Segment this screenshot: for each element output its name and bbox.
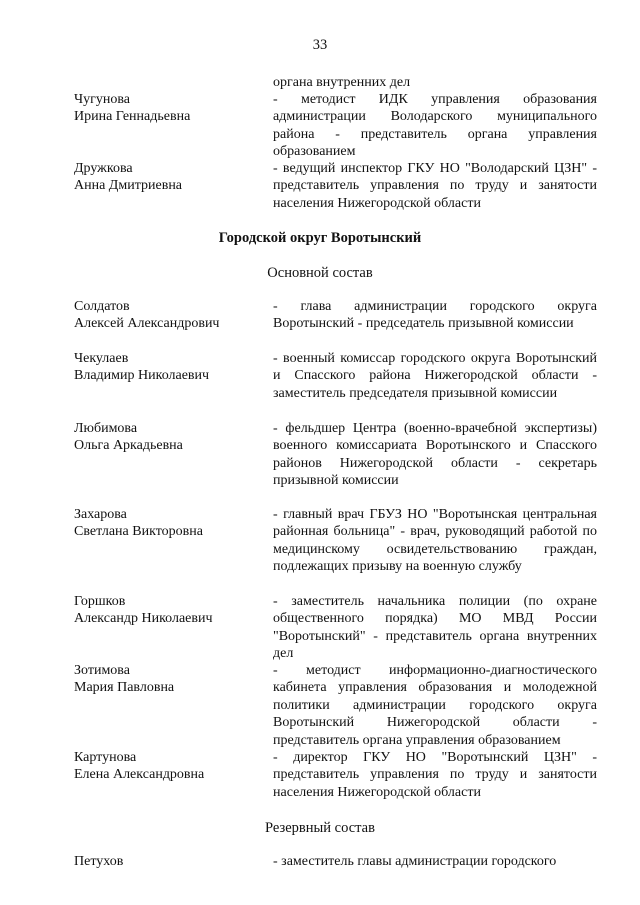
member-surname: Захарова	[74, 507, 127, 522]
member-given-name: Анна Дмитриевна	[74, 178, 183, 194]
entry-description: - главный врач ГБУЗ НО "Воротынская центральная районная больница" - врач, руководящий работой по медицинскому освидетельствованию граждан, подлежащих призыву на военную службу	[273, 507, 597, 575]
member-name	[74, 420, 264, 455]
entry-description: органа внутренних дел	[273, 75, 411, 90]
member-name	[74, 749, 264, 784]
entry-description: - директор ГКУ НО "Воротынский ЦЗН" - представитель управления по труду и занятости населения Нижегородской области	[273, 750, 597, 800]
member-name	[74, 298, 264, 333]
entry-description: - методист ИДК управления образования администрации Володарского муниципального района - представитель органа управления образованием	[273, 92, 597, 160]
member-surname: Любимова	[74, 421, 138, 436]
member-given-name: Светлана Викторовна	[74, 524, 203, 540]
member-name	[74, 853, 264, 870]
member-surname: Картунова	[74, 750, 137, 765]
member-surname: Чекулаев	[74, 351, 129, 366]
district-heading: Городской округ Воротынский	[218, 230, 422, 246]
entry-description: - фельдшер Центра (военно-врачебной экспертизы) военного комиссариата Воротынского и Спасского районов Нижегородской области - секретарь призывной комиссии	[273, 421, 597, 489]
entry-description: - заместитель главы администрации городского	[273, 854, 557, 869]
member-surname: Чугунова	[74, 92, 130, 107]
member-given-name: Александр Николаевич	[74, 611, 213, 627]
member-name	[74, 160, 264, 195]
member-given-name: Ольга Аркадьевна	[74, 438, 183, 454]
member-given-name: Ирина Геннадьевна	[74, 109, 191, 125]
member-given-name: Мария Павловна	[74, 680, 175, 696]
member-name	[74, 662, 264, 697]
page-number: 33	[312, 37, 328, 53]
member-surname: Зотимова	[74, 663, 130, 678]
member-given-name: Алексей Александрович	[74, 316, 220, 332]
member-surname: Петухов	[74, 854, 124, 869]
main-composition-heading: Основной состав	[267, 265, 373, 281]
member-name	[74, 593, 264, 628]
member-name	[74, 350, 264, 385]
member-given-name: Елена Александровна	[74, 767, 205, 783]
member-surname: Солдатов	[74, 299, 130, 314]
entry-description: - ведущий инспектор ГКУ НО "Володарский ЦЗН" - представитель управления по труду и занятости населения Нижегородской области	[273, 161, 597, 211]
member-given-name: Владимир Николаевич	[74, 368, 210, 384]
entry-description: - методист информационно-диагностического кабинета управления образования и молодежной политики администрации городского округа Воротынский Нижегородской области - представитель органа управления образованием	[273, 663, 597, 748]
member-name	[74, 91, 264, 126]
entry-description: - заместитель начальника полиции (по охране общественного порядка) МО МВД России "Воротынский" - представитель органа внутренних дел	[273, 594, 597, 662]
entry-description: - военный комиссар городского округа Воротынский и Спасского района Нижегородской области - заместитель председателя призывной комиссии	[273, 351, 597, 401]
member-name	[74, 506, 264, 541]
member-surname: Дружкова	[74, 161, 133, 176]
entry-description: - глава администрации городского округа Воротынский - председатель призывной комиссии	[273, 299, 597, 332]
member-surname: Горшков	[74, 594, 126, 609]
reserve-composition-heading: Резервный состав	[265, 820, 375, 836]
